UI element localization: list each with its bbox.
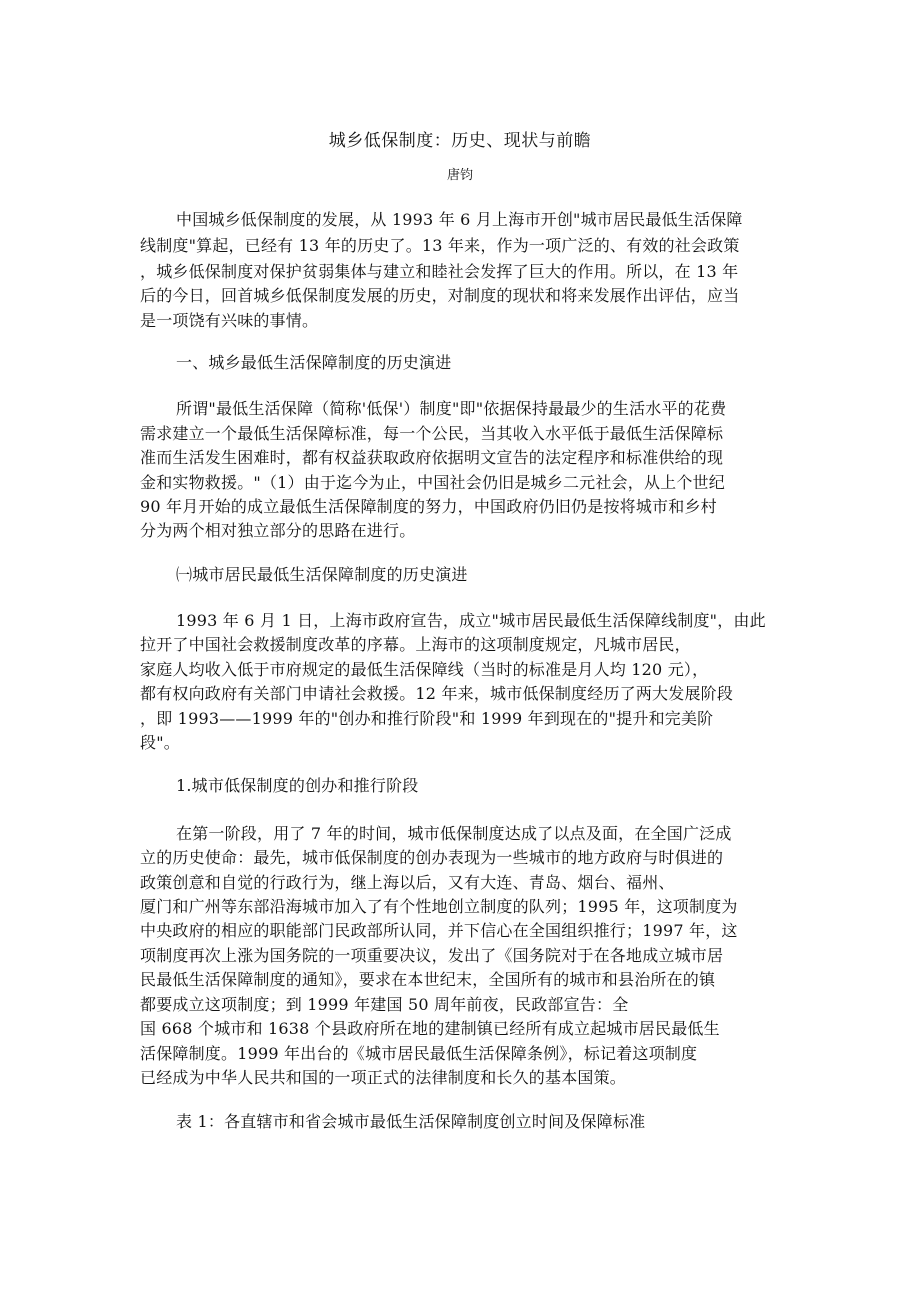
paragraph-line: 中央政府的相应的职能部门民政部所认同，并下信心在全国组织推行；1997 年，这: [140, 921, 738, 940]
paragraph-line: 1993 年 6 月 1 日，上海市政府宣告，成立"城市居民最低生活保障线制度"，由此: [176, 611, 766, 630]
paragraph-line: 分为两个相对独立部分的思路在进行。: [140, 521, 416, 540]
paragraph-line: 是一项饶有兴味的事情。: [140, 311, 319, 330]
paragraph-line: 民最低生活保障制度的通知》，要求在本世纪末，全国所有的城市和县治所在的镇: [140, 970, 716, 989]
paragraph-line: 需求建立一个最低生活保障标准，每一个公民，当其收入水平低于最低生活保障标: [140, 424, 724, 443]
subsection-heading: 1.城市低保制度的创办和推行阶段: [176, 776, 419, 795]
paragraph-line: 活保障制度。1999 年出台的《城市居民最低生活保障条例》，标记着这项制度: [140, 1044, 698, 1063]
paragraph-line: 厦门和广州等东部沿海城市加入了有个性地创立制度的队列；1995 年，这项制度为: [140, 897, 738, 916]
paragraph-line: 在第一阶段，用了 7 年的时间，城市低保制度达成了以点及面，在全国广泛成: [176, 824, 732, 843]
paragraph-line: 已经成为中华人民共和国的一项正式的法律制度和长久的基本国策。: [140, 1068, 627, 1087]
paragraph-line: 都要成立这项制度；到 1999 年建国 50 周年前夜，民政部宣告：全: [140, 995, 629, 1014]
section-heading: 一、城乡最低生活保障制度的历史演进: [176, 353, 452, 372]
table-caption: 表 1：各直辖市和省会城市最低生活保障制度创立时间及保障标准: [176, 1112, 646, 1131]
paragraph-line: 中国城乡低保制度的发展，从 1993 年 6 月上海市开创"城市居民最低生活保障: [176, 210, 743, 229]
paragraph-line: 政策创意和自觉的行政行为，继上海以后，又有大连、青岛、烟台、福州、: [140, 873, 675, 892]
paragraph-line: 90 年月开始的成立最低生活保障制度的努力，中国政府仍旧仍是按将城市和乡村: [140, 497, 717, 516]
paragraph-line: 项制度再次上涨为国务院的一项重要决议，发出了《国务院对于在各地成立城市居: [140, 946, 724, 965]
paragraph-line: 金和实物救援。"（1）由于迄今为止，中国社会仍旧是城乡二元社会，从上个世纪: [140, 473, 725, 492]
paragraph-line: 国 668 个城市和 1638 个县政府所在地的建制镇已经所有成立起城市居民最低生: [140, 1019, 720, 1038]
paragraph-line: ，即 1993——1999 年的"创办和推行阶段"和 1999 年到现在的"提升和完美阶: [140, 709, 714, 728]
paragraph-line: 线制度"算起，已经有 13 年的历史了。13 年来，作为一项广泛的、有效的社会政策: [140, 236, 740, 255]
paragraph-line: 段"。: [140, 733, 180, 752]
paragraph-line: ，城乡低保制度对保护贫弱集体与建立和睦社会发挥了巨大的作用。所以，在 13 年: [140, 262, 739, 281]
paragraph-line: 家庭人均收入低于市府规定的最低生活保障线（当时的标准是月人均 120 元），: [140, 660, 709, 679]
author-name: 唐钧: [446, 168, 473, 183]
paragraph-line: 准而生活发生困难时，都有权益获取政府依据明文宣告的法定程序和标准供给的现: [140, 448, 724, 467]
document-title: 城乡低保制度：历史、现状与前瞻: [328, 131, 592, 151]
paragraph-line: 都有权向政府有关部门申请社会救援。12 年来，城市低保制度经历了两大发展阶段: [140, 684, 734, 703]
paragraph-line: 后的今日，回首城乡低保制度发展的历史，对制度的现状和将来发展作出评估，应当: [140, 286, 740, 305]
subsection-heading: ㈠城市居民最低生活保障制度的历史演进: [176, 565, 468, 584]
paragraph-line: 所谓"最低生活保障（简称'低保'）制度"即"依据保持最最少的生活水平的花费: [176, 399, 727, 418]
paragraph-line: 拉开了中国社会救援制度改革的序幕。上海市的这项制度规定，凡城市居民，: [140, 635, 691, 654]
paragraph-line: 立的历史使命：最先，城市低保制度的创办表现为一些城市的地方政府与时俱进的: [140, 848, 724, 867]
